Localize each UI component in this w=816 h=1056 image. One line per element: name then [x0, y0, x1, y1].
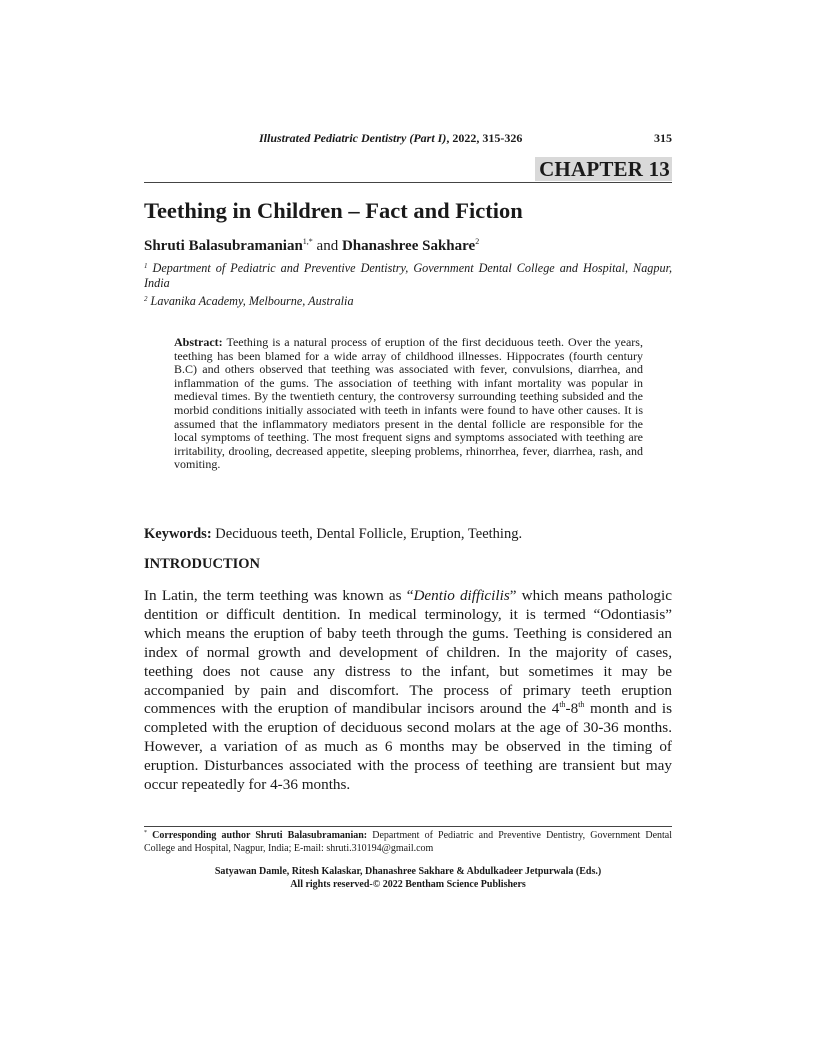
- abstract-label: Abstract:: [174, 335, 223, 349]
- author-name: Shruti Balasubramanian: [144, 238, 303, 254]
- abstract-text: Teething is a natural process of eruption of the first deciduous teeth. Over the years, teething has been blamed for a wide array of childhood illnesses. Hippocrates (fourth century B.C) and others observed that teething was associated with fever, convulsions, diarrhea, and inflammation of the gums. The association of teething with infant mortality was popular in medieval times. By the twentieth century, the controversy surrounding teething subsided and the morbid conditions initially associated with teeth in infants were found to have other causes. It is assumed that the inflammatory mediators present in the dental follicle are responsible for the local symptoms of teething. The most frequent signs and symptoms associated with teething are irritability, drooling, decreased appetite, sleeping problems, rhinorrhea, fever, diarrhea, rash, and vomiting.: [174, 335, 643, 472]
- chapter-title: Teething in Children – Fact and Fiction: [144, 198, 523, 223]
- affiliation-text: Department of Pediatric and Preventive Dentistry, Government Dental College and Hospital, Nagpur, India: [144, 261, 673, 290]
- chapter-label: CHAPTER 13: [535, 157, 672, 181]
- journal-title: Illustrated Pediatric Dentistry (Part I): [259, 131, 447, 145]
- ordinal-suffix: th: [559, 700, 566, 710]
- keywords-label: Keywords:: [144, 526, 212, 542]
- author-joiner: and: [312, 238, 342, 254]
- keywords: [144, 525, 522, 543]
- author-line: [144, 236, 479, 256]
- author-affiliation-mark: 2: [475, 237, 480, 246]
- rights-line: All rights reserved-© 2022 Bentham Science Publishers: [290, 878, 526, 890]
- intro-text: month and is completed with the eruption of deciduous second molars at the age of 30-36 months. However, a variation of as much as 6 months may be observed in the timing of eruption. Disturbances associated with the process of teething are transient but may occur repeatedly for 4-36 months.: [144, 700, 672, 794]
- intro-text: ” which means pathologic dentition or difficult dentition. In medical terminology, it is termed “Odontiasis” which means the eruption of baby teeth through the gums. Teething is considered an index of normal growth and development of children. In the majority of cases, teething does not cause any distress to the infant, but sometimes it may be accompanied by pain and discomfort. The process of primary teeth eruption commences with the eruption of mandibular incisors around the 4: [144, 587, 672, 718]
- journal-citation: [259, 131, 522, 146]
- footnote-divider: [144, 826, 672, 827]
- affiliation: [144, 261, 672, 291]
- latin-term: Dentio difficilis: [413, 587, 510, 604]
- footnote: [144, 830, 672, 855]
- editors-line: Satyawan Damle, Ritesh Kalaskar, Dhanashree Sakhare & Abdulkadeer Jetpurwala (Eds.): [214, 866, 602, 877]
- affiliation-number: 2: [144, 295, 148, 303]
- intro-text: In Latin, the term teething was known as “: [144, 587, 414, 604]
- affiliation-number: 1: [144, 262, 148, 270]
- section-heading: INTRODUCTION: [144, 556, 261, 572]
- abstract: [174, 336, 643, 472]
- publisher-info: [144, 866, 672, 891]
- keywords-text: Deciduous teeth, Dental Follicle, Eruption, Teething.: [215, 526, 523, 542]
- footnote-mark: *: [144, 830, 147, 836]
- introduction-paragraph: [144, 587, 672, 795]
- author-name: Dhanashree Sakhare: [341, 238, 476, 254]
- page-number: 315: [654, 131, 672, 145]
- affiliation-text: Lavanika Academy, Melbourne, Australia: [150, 294, 354, 308]
- intro-text: -8: [565, 700, 579, 718]
- footnote-text: Department of Pediatric and Preventive Dentistry, Government Dental College and Hospital, Nagpur, India; E-mail: shruti.310194@gmail.com: [144, 830, 673, 854]
- chapter-banner: [144, 157, 672, 183]
- author-affiliation-mark: 1,*: [302, 237, 313, 246]
- footnote-label: Corresponding author Shruti Balasubramanian:: [152, 830, 368, 841]
- ordinal-suffix: th: [578, 700, 585, 710]
- journal-pages: , 2022, 315-326: [446, 131, 523, 145]
- affiliation: [144, 294, 672, 309]
